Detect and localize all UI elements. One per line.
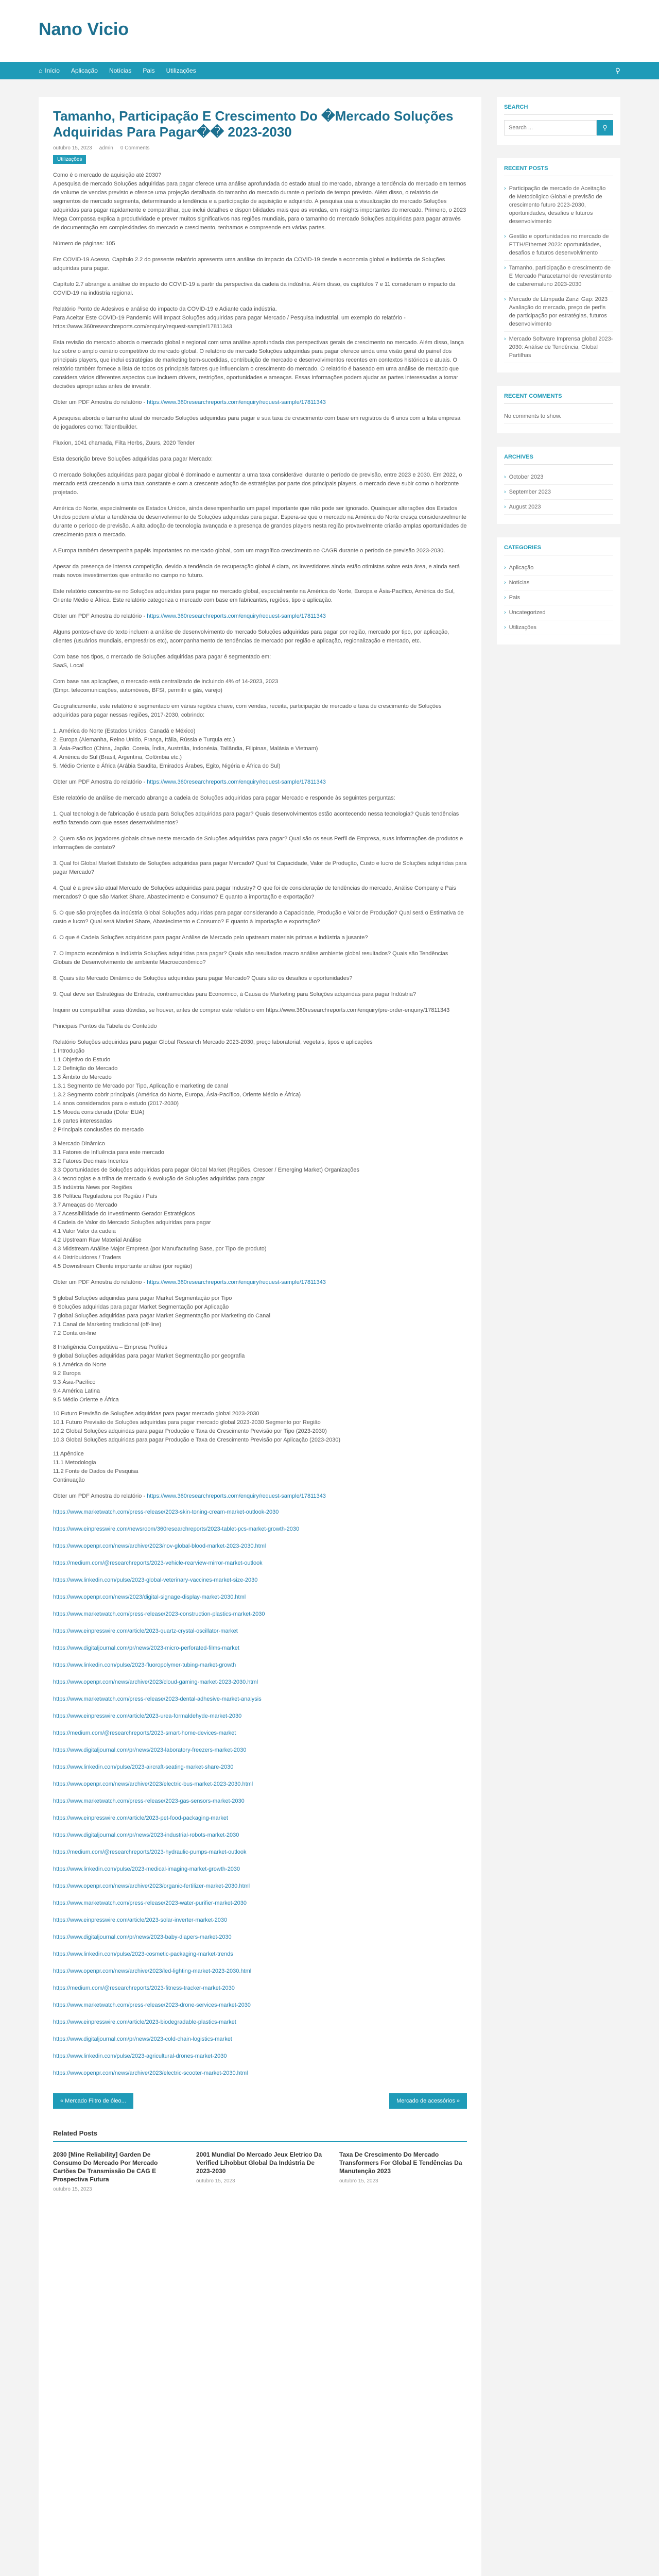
category-link[interactable]: Pais [509,595,521,601]
post-navigation [53,2093,467,2109]
search-icon[interactable]: ⚲ [615,66,620,75]
external-link[interactable]: https://medium.com/@researchreports/2023-hydraulic-pumps-market-outlook [53,1849,247,1855]
toc-item: 10.1 Futuro Previsão de Soluções adquiridas para pagar mercado global 2023-2030 Segmento por Região [53,1419,321,1426]
question-item: 6. O que é Cadeia Soluções adquiridas para pagar Análise de Mercado pelo upstream materiais primas e indústria a jusante? [53,935,368,941]
bullet-icon: › [504,595,506,601]
external-link[interactable]: https://www.einpresswire.com/newsroom/360researchreports/2023-tablet-pcs-market-growth-2030 [53,1526,300,1532]
body-paragraph: A Europa também desempenha papéis importantes no mercado global, com um magnífico crescimento no CAGR durante o período de previsão 2023-2030. [53,548,445,554]
bullet-icon: › [504,504,506,510]
post-title: Tamanho, Participação E Crescimento Do �Mercado Soluções Adquiridas Para Pagar�� 2023-2030 [53,108,454,140]
toc-item: 9.2 Europa [53,1370,81,1377]
search-form [504,120,613,135]
recent-post-link[interactable]: Gestão e oportunidades no mercado de FTTH/Ethernet 2023: oportunidades, desafios e futuros desenvolvimento [509,233,609,256]
category-link[interactable]: Utilizações [509,624,536,631]
body-paragraph: Relatório Ponto de Adesivos e análise do impacto da COVID-19 e Adiante cada indústria. [53,306,277,312]
nav-item-aplicacao[interactable] [71,67,109,74]
external-link[interactable]: https://www.openpr.com/news/archive/2023/electric-bus-market-2023-2030.html [53,1781,253,1787]
post-date[interactable]: outubro 15, 2023 [53,145,92,151]
external-link[interactable]: https://www.linkedin.com/pulse/2023-fluoropolymer-tubing-market-growth [53,1662,236,1668]
bullet-icon: › [504,296,506,302]
toc-item: 9.5 Médio Oriente e África [53,1397,119,1403]
link-label: Obter um PDF Amostra do relatório - [53,1493,146,1499]
nav-item-label: Notícias [109,67,132,74]
toc-item: 3.2 Fatores Decimais Incertos [53,1158,129,1164]
widget-title: SEARCH [504,104,613,115]
bullet-icon: › [504,624,506,631]
toc-item: 1.3.1 Segmento de Mercado por Tipo, Aplicação e marketing de canal [53,1083,228,1089]
toc-item: 3.1 Fatores de Influência para este mercado [53,1149,164,1156]
external-link[interactable]: https://www.linkedin.com/pulse/2023-aircraft-seating-market-share-2030 [53,1764,234,1770]
external-link[interactable]: https://www.digitaljournal.com/pr/news/2023-cold-chain-logistics-market [53,2036,232,2042]
body-paragraph: A pesquisa de mercado Soluções adquiridas para pagar oferece uma análise aprofundada do estado atual do mercado, abrange a tendência do mercado em termos de volume de vendas previsto e oferece uma projeção detalhada do tamanho do mercado durante o período de tempo previsto. Além disso, o relatório de segmentos de mercado segmenta, determinando a tendência e a participação de aquisição e adquirido. A pesquisa usa a visualização do mercado Soluções adquiridas para pagar rapidamente e compartilhar, que inclui detalhes e disponibilidades mais que as vendas, em insights importantes do mercado. Primeiro, o 2023 Mega Compassa explica a produtividade e prever muitos significativos nas regiões mundiais, para o tamanho do mercado Soluções adquiridas para pagar através de documentação em complexidades do mercado e crescimento, tenhamos e compreende em várias partes. [53,181,466,231]
external-link[interactable]: https://www.linkedin.com/pulse/2023-agricultural-drones-market-2030 [53,2053,227,2059]
bullet-icon: › [504,336,506,342]
body-paragraph: A pesquisa aborda o tamanho atual do mercado Soluções adquiridas para pagar e sua taxa de crescimento com base em registros de 6 anos com a lista empresa de jogadores como: Talentbuilder. [53,415,461,430]
link-label: Obter um PDF Amostra do relatório - [53,1279,146,1285]
category-item[interactable] [504,605,613,620]
link-url[interactable]: https://www.360researchreports.com/enquiry/request-sample/17811343 [147,1493,326,1499]
bullet-icon: › [504,580,506,586]
question-item: 3. Qual foi Global Market Estatuto de Soluções adquiridas para pagar Mercado? Qual foi Capacidade, Valor de Produção, Custo e lucro de Soluções adquiridas para pagar Mercado? [53,860,467,875]
category-item[interactable] [504,620,613,635]
external-link[interactable]: https://www.marketwatch.com/press-release/2023-construction-plastics-market-2030 [53,1611,265,1617]
search-icon: ⚲ [602,124,608,131]
related-post-title[interactable]: 2001 Mundial Do Mercado Jeux Eletrico Da Verified Líhobbut Global Da Indústria De 2023-2030 [196,2151,322,2175]
applications-list: (Empr. telecomunicações, automóveis, BFSI, permitir e gás, varejo) [53,687,222,693]
toc-item: 1.1 Objetivo do Estudo [53,1057,111,1063]
external-link[interactable]: https://www.einpresswire.com/article/2023-quartz-crystal-oscillator-market [53,1628,238,1634]
body-paragraph: América do Norte, especialmente os Estados Unidos, ainda desempenharão um papel importante que não pode ser ignorado. Quaisquer alterações dos Estados Unidos podem afetar a tendência de desenvolvimento de Soluções adquiridas para pagar. Espera-se que o mercado na América do Norte cresça consideravelmente durante o período de previsão. A alta adoção de tecnologia avançada e a presença de grandes players nesta região provavelmente criarão amplas oportunidades de crescimento para o mercado. [53,505,467,538]
external-link[interactable]: https://www.marketwatch.com/press-release/2023-drone-services-market-2030 [53,2002,251,2008]
post-comments[interactable]: 0 Comments [120,145,150,151]
previous-post-button[interactable]: « Mercado Filtro de óleo... [53,2093,133,2109]
toc-item: 9.4 América Latina [53,1388,100,1394]
external-link[interactable]: https://www.linkedin.com/pulse/2023-cosmetic-packaging-market-trends [53,1951,233,1957]
recent-post-link[interactable]: Participação de mercado de Aceitação de Metodoligico Global e previsão de crescimento futuro 2023-2030, oportunidades, desafios e futuros desenvolvimento [509,185,606,225]
bullet-icon: › [504,565,506,571]
toc-item: 6 Soluções adquiridas para pagar Market Segmentação por Aplicação [53,1304,229,1310]
related-post[interactable] [53,2150,181,2192]
link-label: Obter um PDF Amostra do relatório - [53,613,146,619]
body-paragraph: Com base nas aplicações, o mercado está centralizado de incluindo 4% of 14-2023, 2023 [53,679,279,685]
question-item: 5. O que são projeções da indústria Global Soluções adquiridas para pagar considerando a Capacidade, Produção e Valor de Produção? Qual será o Estimativa de custo e lucro? Qual será Market Share, Abastecimento e Consumo? E quanto à importação e exportação? [53,910,464,925]
archive-link[interactable]: October 2023 [509,474,544,480]
external-links-list [53,1508,467,2078]
recent-posts-widget [497,158,620,372]
region-item: 2. Europa (Alemanha, Reino Unido, França, Itália, Rússia e Turquia etc.) [53,737,235,743]
body-paragraph: Com base nos tipos, o mercado de Soluções adquiridas para pagar é segmentado em: [53,654,271,660]
toc-item: 1 Introdução [53,1048,85,1054]
search-button[interactable] [597,120,613,135]
body-paragraph: Em COVID-19 Acesso, Capítulo 2.2 do presente relatório apresenta uma análise do impacto da COVID-19 desde a economia global e indústria de Soluções adquiridas para pagar. [53,257,445,272]
category-link[interactable]: Aplicação [509,565,534,571]
bullet-icon: › [504,233,506,240]
external-link[interactable]: https://www.marketwatch.com/press-release/2023-dental-adhesive-market-analysis [53,1696,262,1702]
external-link[interactable]: https://www.linkedin.com/pulse/2023-global-veterinary-vaccines-market-size-2030 [53,1577,258,1583]
question-item: 8. Quais são Mercado Dinâmico de Soluções adquiridas para pagar Mercado? Quais são os desafios e oportunidades? [53,975,353,981]
toc-item: 7 global Soluções adquiridas para pagar Market Segmentação por Marketing do Canal [53,1313,270,1319]
toc-item: 1.4 anos considerados para o estudo (2017-2030) [53,1100,179,1107]
external-link[interactable]: https://medium.com/@researchreports/2023-fitness-tracker-market-2030 [53,1985,235,1991]
link-url[interactable]: https://www.360researchreports.com/enquiry/request-sample/17811343 [147,399,326,405]
widget-title: CATEGORIES [504,545,613,555]
search-input[interactable] [504,120,597,135]
region-item: 4. América do Sul (Brasil, Argentina, Colômbia etc.) [53,754,182,760]
category-item[interactable] [504,561,613,575]
players-list: Fluxion, 1041 chamada, Filta Herbs, Zuurs, 2020 Tender [53,440,195,446]
link-label: Obter um PDF Amostra do relatório - [53,399,146,405]
toc-item: 5 global Soluções adquiridas para pagar Market Segmentação por Tipo [53,1295,232,1301]
external-link[interactable]: https://www.digitaljournal.com/pr/news/2023-industrial-robots-market-2030 [53,1832,239,1838]
toc-item: 9.1 América do Norte [53,1362,107,1368]
external-link[interactable]: https://www.einpresswire.com/article/2023-solar-inverter-market-2030 [53,1917,228,1923]
toc-item: 8 Inteligência Competitiva – Empresa Profiles [53,1344,167,1350]
question-item: 9. Qual deve ser Estratégias de Entrada, contramedidas para Economico, à Causa de Marketing para Soluções adquiridas para pagar Indústria? [53,991,417,997]
related-post-title[interactable]: Taxa De Crescimento Do Mercado Transformers For Global E Tendências Da Manutenção 2023 [339,2151,462,2175]
toc-item: 10 Futuro Previsão de Soluções adquiridas para pagar mercado global 2023-2030 [53,1411,259,1417]
link-label: Obter um PDF Amostra do relatório - [53,779,146,785]
body-paragraph: Geograficamente, este relatório é segmentado em várias regiões chave, com vendas, receita, participação de mercado e taxa de crescimento de Soluções adquiridas para pagar nessas regiões, 2017-2030, cobrindo: [53,703,442,718]
toc-item: 1.5 Moeda considerada (Dólar EUA) [53,1109,145,1115]
no-comments-text: No comments to show. [504,409,613,424]
toc-item: 7.1 Canal de Marketing tradicional (off-line) [53,1321,162,1328]
recent-post-item[interactable] [504,181,613,229]
widget-title: RECENT POSTS [504,165,613,176]
external-link[interactable]: https://www.digitaljournal.com/pr/news/2023-laboratory-freezers-market-2030 [53,1747,247,1753]
widget-title: ARCHIVES [504,454,613,465]
body-paragraph: Este relatório de análise de mercado abrange a cadeia de Soluções adquiridas para pagar Mercado e responde às seguintes perguntas: [53,795,395,801]
recent-post-item[interactable] [504,261,613,292]
toc-item: Relatório Soluções adquiridas para pagar Global Research Mercado 2023-2030, preço laboratorial, vegetais, tipos e aplicações [53,1039,373,1045]
external-link[interactable]: https://www.digitaljournal.com/pr/news/2023-baby-diapers-market-2030 [53,1934,232,1940]
home-icon: ⌂ [39,67,43,74]
body-paragraph: Esta descrição breve Soluções adquiridas para pagar Mercado: [53,456,213,462]
types-list: SaaS, Local [53,663,84,669]
toc-item: 3.6 Política Reguladora por Região / País [53,1193,158,1199]
body-paragraph: Capítulo 2.7 abrange a análise do impacto do COVID-19 a partir da perspectiva da cadeia da indústria. Além disso, os capítulos 7 e 11 consideram o impacto da COVID-19 na indústria regional. [53,281,456,296]
toc-item: 3 Mercado Dinâmico [53,1141,105,1147]
category-badge[interactable]: Utilizações [53,155,86,164]
related-post-title[interactable]: 2030 [Mine Reliability] Garden De Consumo Do Mercado Por Mercado Cartões De Transmissão De CAG E Prospectiva Futura [53,2151,158,2183]
toc-item: 1.3.2 Segmento cobrir principais (América do Norte, Europa, Ásia-Pacífico, Oriente Médio e África) [53,1092,301,1098]
toc-item: 9.3 Ásia-Pacífico [53,1379,96,1385]
link-url[interactable]: https://www.360researchreports.com/enquiry/request-sample/17811343 [147,779,326,785]
recent-post-item[interactable] [504,332,613,363]
external-link[interactable]: https://www.marketwatch.com/press-release/2023-gas-sensors-market-2030 [53,1798,245,1804]
related-post-date: outubro 15, 2023 [53,2187,92,2192]
toc-item: 9 global Soluções adquiridas para pagar Market Segmentação por geografia [53,1353,245,1359]
toc-item: 1.3 Âmbito do Mercado [53,1074,112,1080]
body-paragraph: O mercado Soluções adquiridas para pagar global é dominado e aumentar a uma taxa considerável durante o período de previsão, entre 2023 e 2030. Em 2022, o mercado está crescendo a uma taxa constante e com a crescente adoção de estratégias por parte dos principais players, o mercado deve subir como o horizonte projetado. [53,472,462,496]
related-post[interactable] [339,2150,467,2192]
categories-widget [497,537,620,645]
category-link[interactable]: Uncategorized [509,609,546,616]
archives-widget [497,447,620,524]
toc-item: 10.3 Global Soluções adquiridas para pagar Produção e Taxa de Crescimento Previsão por Aplicação (2023-2030) [53,1437,341,1443]
widget-title: RECENT COMMENTS [504,393,613,404]
toc-item: 4.5 Downstream Cliente importante análise (por região) [53,1263,193,1269]
sidebar [497,97,620,2576]
toc-item: 4.1 Valor Valor da cadeia [53,1228,116,1234]
nav-item-label: Pais [143,67,155,74]
nav-item-noticias[interactable] [109,67,143,74]
region-item: 3. Ásia-Pacífico (China, Japão, Coreia, Índia, Austrália, Indonésia, Tailândia, Filipinas, Malásia e Vietnam) [53,745,318,752]
link-url[interactable]: https://www.360researchreports.com/enquiry/request-sample/17811343 [147,1279,326,1285]
archive-link[interactable]: August 2023 [509,504,541,510]
external-link[interactable]: https://www.openpr.com/news/archive/2023/cloud-gaming-market-2023-2030.html [53,1679,258,1685]
external-link[interactable]: https://www.openpr.com/news/archive/2023/led-lighting-market-2023-2030.html [53,1968,252,1974]
external-link[interactable]: https://medium.com/@researchreports/2023-smart-home-devices-market [53,1730,236,1736]
body-paragraph: Esta revisão do mercado aborda o mercado global e regional com uma análise aprofundada das perspectivas gerais de crescimento no mercado. Além disso, lança luz sobre o amplo cenário competitivo do mercado global. O relatório de mercado Soluções adquiridas para pagar oferece ainda uma visão geral do painel dos principais players, que inclui estratégias de marketing bem-sucedidas, contribuição de mercado e desenvolvimentos recentes em contextos históricos e atuais. O relatório também fornece a lista de todos os principais fatores que influenciam o crescimento do mercado. O relatório é baseado em uma análise de mercado que considera vários diferentes aspectos que incluem drivers, restrições, oportunidades e ameaças. Essas informações podem ajudar as partes interessadas a tomar decisões apropriadas antes de investir. [53,340,464,389]
external-link[interactable]: https://www.linkedin.com/pulse/2023-medical-imaging-market-growth-2030 [53,1866,240,1872]
toc-item: 1.6 partes interessadas [53,1118,112,1124]
external-link[interactable]: https://www.marketwatch.com/press-release/2023-skin-toning-cream-market-outlook-2030 [53,1509,279,1515]
toc-item: 1.2 Definição do Mercado [53,1065,118,1072]
main-navigation [0,62,659,79]
recent-post-item[interactable] [504,229,613,261]
nav-item-label: Aplicação [71,67,98,74]
bullet-icon: › [504,265,506,271]
external-link[interactable]: https://www.einpresswire.com/article/2023-urea-formaldehyde-market-2030 [53,1713,242,1719]
main-content [39,97,481,2576]
toc-item: Continuação [53,1477,85,1483]
toc-item: 11.2 Fonte de Dados de Pesquisa [53,1468,138,1475]
sample-link[interactable] [53,398,467,407]
nav-item-label: Início [45,67,60,74]
external-link[interactable]: https://www.marketwatch.com/press-release/2023-water-purifier-market-2030 [53,1900,247,1906]
sample-link[interactable] [53,778,467,787]
toc-heading: Principais Pontos da Tabela de Conteúdo [53,1023,157,1029]
toc-list [53,1038,467,1271]
bullet-icon: › [504,489,506,495]
bullet-icon: › [504,609,506,616]
external-link[interactable]: https://medium.com/@researchreports/2023-vehicle-rearview-mirror-market-outlook [53,1560,263,1566]
regions-list [53,727,467,771]
toc-item: 4 Cadeia de Valor do Mercado Soluções adquiridas para pagar [53,1219,211,1226]
toc-list [53,1294,467,1485]
related-post[interactable] [196,2150,324,2192]
toc-item: 11.1 Metodologia [53,1460,96,1466]
question-item: 2. Quem são os jogadores globais chave neste mercado de Soluções adquiridas para pagar? Qual são os seus Perfil de Empresa, suas informações de produtos e informações de contato? [53,836,463,851]
recent-post-link[interactable]: Mercado Software Imprensa global 2023-2030: Análise de Tendência, Global Partilhas [509,336,613,359]
related-post-date: outubro 15, 2023 [196,2178,235,2184]
site-title[interactable]: Nano Vicio [39,20,129,39]
toc-item: 3.4 tecnologias e a trilha de mercado & evolução de Soluções adquiridas para pagar [53,1176,265,1182]
external-link[interactable]: https://www.einpresswire.com/article/2023-biodegradable-plastics-market [53,2019,236,2025]
body-paragraph: Para Aceitar Este COVID-19 Pandemic Will Impact Soluções adquiridas para pagar Mercado / Pesquisa Industrial, um exemplo do relatório - https://www.360researchreports.com/enquiry/request-sample/17811343 [53,315,406,330]
body-paragraph: Inquirir ou compartilhar suas dúvidas, se houver, antes de comprar este relatório em https://www.360researchreports.com/enquiry/pre-order-enquiry/17811343 [53,1007,450,1013]
related-posts-heading: Related Posts [53,2129,467,2142]
question-item: 4. Qual é a previsão atual Mercado de Soluções adquiridas para pagar Industry? O que foi de consideração de tendências do mercado, Análise Company e Pais mercados? O que são Market Share, Abastecimento e Consumo? E quanto a importação e exportação? [53,885,456,900]
link-url[interactable]: https://www.360researchreports.com/enquiry/request-sample/17811343 [147,613,326,619]
bullet-icon: › [504,185,506,192]
body-paragraph: Este relatório concentra-se no Soluções adquiridas para pagar no mercado global, especialmente na América do Norte, Europa e Ásia-Pacífico, América do Sul, Oriente Médio e África. Este relatório categoriza o mercado com base em fabricantes, regiões, tipo e aplicação. [53,588,455,603]
nav-item-utilizacoes[interactable] [166,67,207,74]
toc-item: 4.3 Midstream Análise Major Empresa (por Manufacturing Base, por Tipo de produto) [53,1246,267,1252]
next-post-button[interactable]: Mercado de acessórios » [389,2093,467,2109]
toc-item: 2 Principais conclusões do mercado [53,1127,144,1133]
recent-post-link[interactable]: Mercado de Lâmpada Zanzi Gap: 2023 Avaliação do mercado, preço de perfis de participação por estratégias, futuros desenvolvimento [509,296,608,327]
toc-item: 3.7 Acessibilidade do Investimento Gerador Estratégicos [53,1211,195,1217]
category-item[interactable] [504,575,613,590]
nav-item-pais[interactable] [143,67,166,74]
recent-post-link[interactable]: Tamanho, participação e crescimento de E Mercado Paracetamol de revestimento de caberemaluno 2023-2030 [509,265,612,287]
archive-link[interactable]: September 2023 [509,489,551,495]
toc-item: 7.2 Conta on-line [53,1330,96,1336]
page-body [39,97,620,2576]
region-item: 5. Médio Oriente e África (Arábia Saudita, Emirados Árabes, Egito, Nigéria e África do Sul) [53,763,281,769]
page-count: Número de páginas: 105 [53,241,115,247]
post-author[interactable]: admin [99,145,113,151]
body-paragraph: Apesar da presença de intensa competição, devido a tendência de recuperação global é clara, os investidores ainda estão otimistas sobre esta área, e ainda será mais novos investimentos que entrarão no campo no futuro. [53,564,460,579]
sample-link[interactable] [53,1492,467,1501]
post-meta [53,145,467,151]
sample-link[interactable] [53,612,467,621]
intro-question: Como é o mercado de aquisição até 2030? [53,172,162,178]
sample-link[interactable] [53,1278,467,1287]
external-link[interactable]: https://www.openpr.com/news/archive/2023/organic-fertilizer-market-2030.html [53,1883,250,1889]
external-link[interactable]: https://www.digitaljournal.com/pr/news/2023-micro-perforated-films-market [53,1645,239,1651]
toc-item: 3.3 Oportunidades de Soluções adquiridas para pagar Global Market (Regiões, Crescer / Emerging Market) Organizações [53,1167,359,1173]
category-link[interactable]: Notícias [509,580,530,586]
region-item: 1. América do Norte (Estados Unidos, Canadá e México) [53,728,196,734]
question-item: 1. Qual tecnologia de fabricação é usada para Soluções adquiridas para pagar? Quais desenvolvimentos estão acontecendo nessa tecnologia? Quais tendências estão fazendo com que esses desenvolvimentos? [53,811,459,826]
site-header [0,0,659,62]
question-item: 7. O impacto econômico a Indústria Soluções adquiridas para pagar? Quais são resultados macro análise ambiente global resultados? Quais são Tendências Globais de Desenvolvimento de ambiente Macroeconômico? [53,951,448,965]
nav-item-label: Utilizações [166,67,196,74]
toc-item: 4.4 Distribuidores / Traders [53,1255,122,1261]
search-widget [497,97,620,145]
recent-post-item[interactable] [504,292,613,332]
category-item[interactable] [504,590,613,605]
toc-item: 3.7 Ameaças do Mercado [53,1202,117,1208]
toc-item: 4.2 Upstream Raw Material Análise [53,1237,142,1243]
external-link[interactable]: https://www.openpr.com/news/archive/2023/electric-scooter-market-2030.html [53,2070,248,2076]
nav-item-inicio[interactable] [39,67,71,74]
external-link[interactable]: https://www.einpresswire.com/article/2023-pet-food-packaging-market [53,1815,228,1821]
related-post-date: outubro 15, 2023 [339,2178,378,2184]
body-paragraph: Alguns pontos-chave do texto incluem a análise de desenvolvimento do mercado Soluções adquiridas para pagar por região, mercado por tipo, por aplicação, clientes (usuários mundiais, empresários etc), acompanhamento de tendências de mercado por região e aplicação, regionalização e mercado, etc. [53,629,449,644]
toc-item: 3.5 Indústria News por Regiões [53,1184,132,1191]
toc-item: 11 Apêndice [53,1451,84,1457]
related-posts [53,2150,467,2192]
external-link[interactable]: https://www.openpr.com/news/2023/digital-signage-display-market-2030.html [53,1594,246,1600]
external-link[interactable]: https://www.openpr.com/news/archive/2023/nov-global-blood-market-2023-2030.html [53,1543,266,1549]
toc-item: 10.2 Global Soluções adquiridas para pagar Produção e Taxa de Crescimento Previsão por Tipo (2023-2030) [53,1428,327,1434]
archive-item[interactable] [504,470,613,485]
recent-comments-widget [497,386,620,433]
archive-item[interactable] [504,485,613,500]
bullet-icon: › [504,474,506,480]
archive-item[interactable] [504,500,613,515]
